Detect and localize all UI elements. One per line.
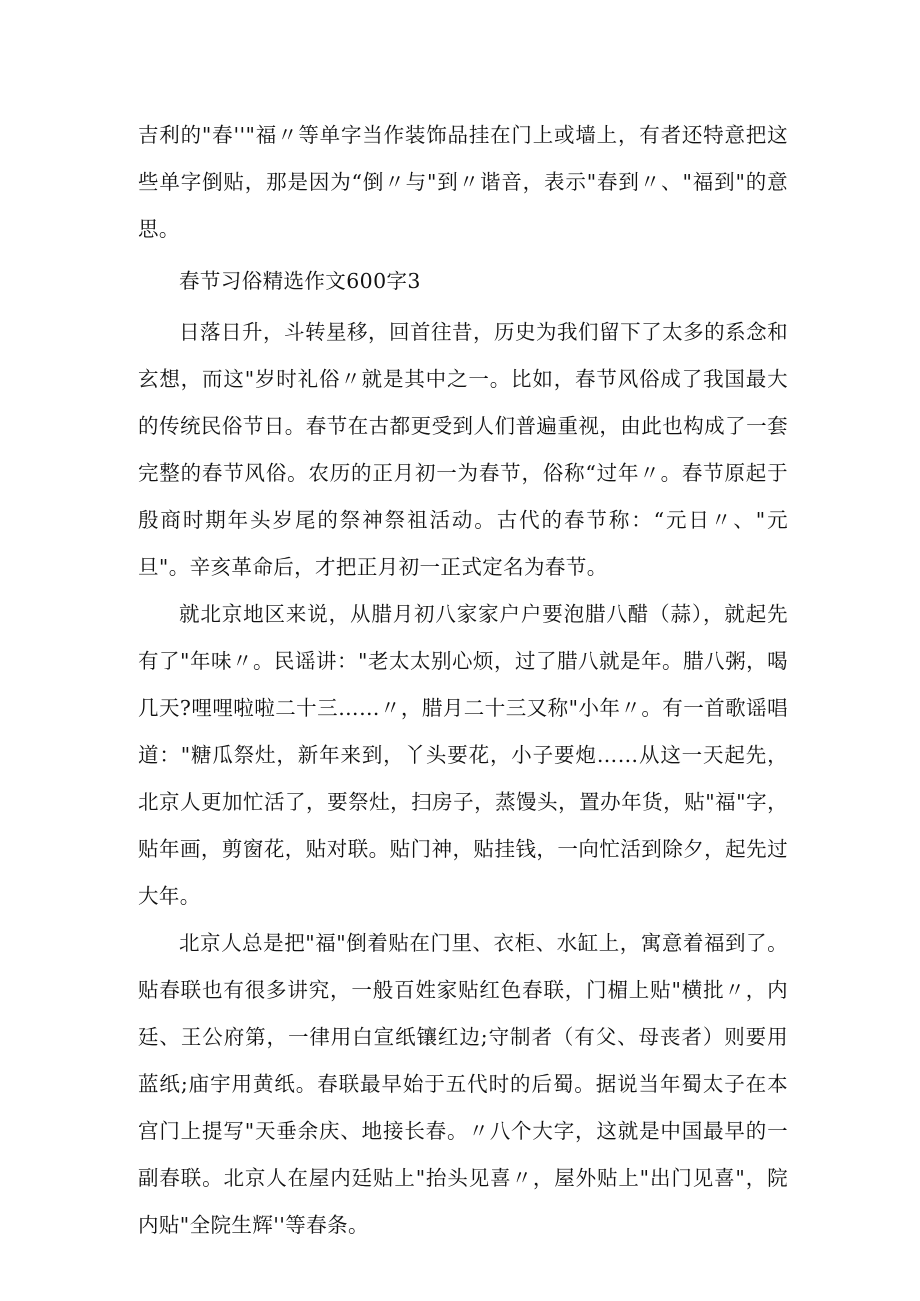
paragraph-couplets: 北京人总是把"福"倒着贴在门里、衣柜、水缸上，寓意着福到了。贴春联也有很多讲究，一般百姓家贴红色春联，门楣上贴"横批〃，内廷、王公府第，一律用白宣纸镶红边;守制者（有父、母丧者）则要用蓝纸;庙宇用黄纸。春联最早始于五代时的后蜀。据说当年蜀太子在本宫门上提写"天垂余庆、地接长春。〃八个大字，这就是中国最早的一副春联。北京人在屋内廷贴上"抬头见喜〃，屋外贴上"出门见喜"，院内贴"全院生辉''等春条。 xyxy=(138,931,788,1237)
paragraph-beijing-customs: 就北京地区来说，从腊月初八家家户户要泡腊八醋（蒜），就起先有了"年味〃。民谣讲："老太太别心烦，过了腊八就是年。腊八粥，喝几天?哩哩啦啦二十三……〃，腊月二十三又称"小年〃。有一首歌谣唱道："糖瓜祭灶，新年来到，丫头要花，小子要炮……从这一天起先，北京人更加忙活了，要祭灶，扫房子，蒸馒头，置办年货，贴"福"字，贴年画，剪窗花，贴对联。贴门神，贴挂钱，一向忙活到除夕，起先过大年。 xyxy=(138,602,788,908)
paragraph-intro: 吉利的"春''"福〃等单字当作装饰品挂在门上或墙上，有者还特意把这些单字倒贴，那是因为“倒〃与"到〃谐音，表示"春到〃、"福到"的意思。 xyxy=(138,123,788,241)
paragraph-history: 日落日升，斗转星移，回首往昔，历史为我们留下了太多的系念和玄想，而这"岁时礼俗〃就是其中之一。比如，春节风俗成了我国最大的传统民俗节日。春节在古都更受到人们普遍重视，由此也构成了一套完整的春节风俗。农历的正月初一为春节，俗称“过年〃。春节原起于殷商时期年头岁尾的祭神祭祖活动。古代的春节称：“元日〃、"元旦"。辛亥革命后，才把正月初一正式定名为春节。 xyxy=(138,320,788,579)
section-heading: 春节习俗精选作文600字3 xyxy=(179,269,421,293)
document-body xyxy=(138,112,788,1249)
